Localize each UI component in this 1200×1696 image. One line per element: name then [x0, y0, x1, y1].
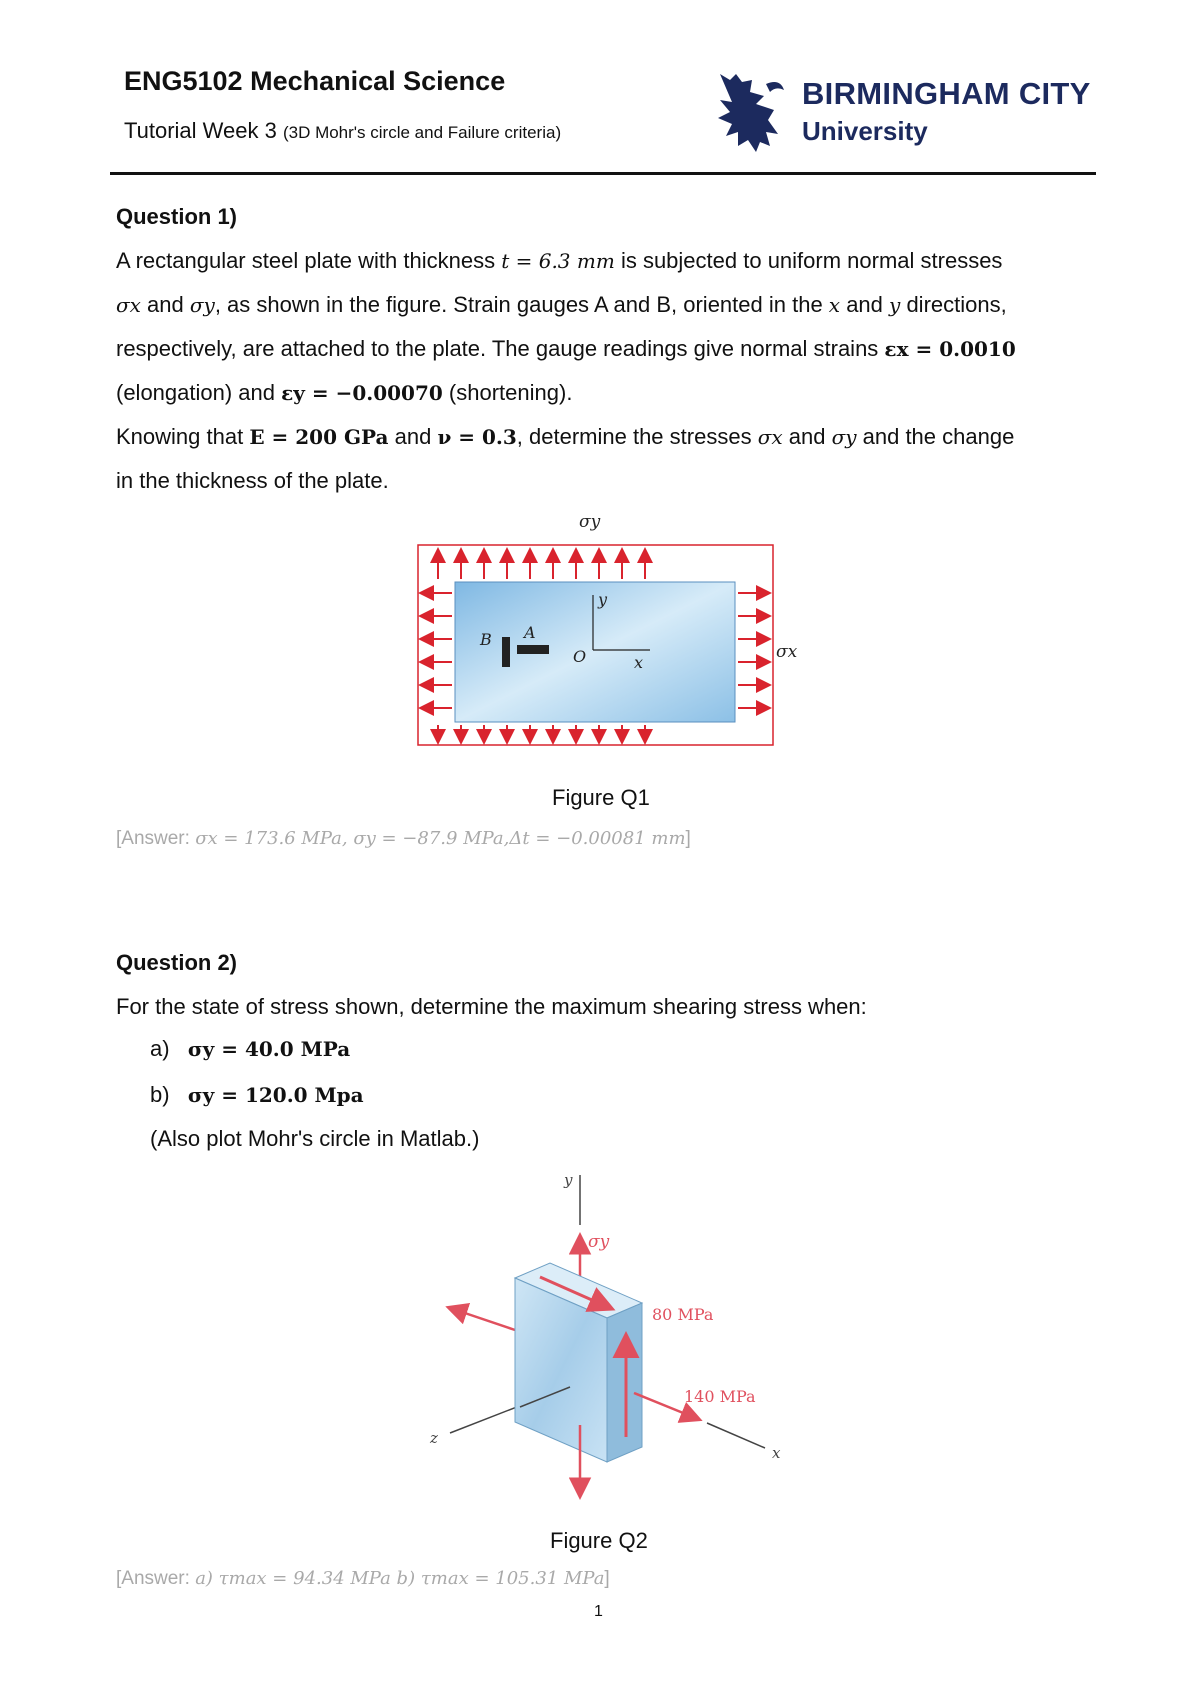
tutorial-subtitle: [124, 118, 561, 144]
label-gauge-B: B: [480, 630, 492, 649]
sigma-x-right-arrows: [738, 593, 768, 708]
figure-q1-plate-diagram: [410, 505, 800, 765]
q2-label-140mpa: 140 MPa: [684, 1387, 756, 1406]
q2-label-z: z: [430, 1429, 438, 1447]
q2-label-y: y: [564, 1171, 573, 1189]
q1-line-1: A rectangular steel plate with thickness t = 6.3 mm is subjected to uniform normal stresses: [116, 248, 1003, 273]
course-title: ENG5102 Mechanical Science: [124, 66, 506, 96]
question-2-note: (Also plot Mohr's circle in Matlab.): [150, 1126, 480, 1151]
label-sigma-y: σy: [579, 512, 601, 532]
q1-line-4: (elongation) and εy = −0.00070 (shortening).: [116, 380, 573, 405]
label-origin-O: O: [573, 647, 587, 666]
sigma-y-bottom-arrows: [438, 725, 645, 741]
strain-gauge-A: [517, 645, 549, 654]
label-gauge-A: A: [524, 623, 536, 642]
sigma-x-arrow-left: [450, 1308, 515, 1330]
q1-line-5: Knowing that E = 200 GPa and ν = 0.3, determine the stresses σx and σy and the change: [116, 424, 1015, 449]
question-1-answer: [Answer: σx = 173.6 MPa, σy = −87.9 MPa,Δt = −0.00081 mm]: [116, 828, 691, 849]
sigma-y-top-arrows: [438, 551, 645, 579]
question-1-title: Question 1): [116, 204, 238, 229]
logo-line2: University: [802, 116, 928, 146]
q2-label-80mpa: 80 MPa: [652, 1305, 714, 1324]
figure-q1-caption: Figure Q1: [552, 785, 650, 810]
steel-plate: [455, 582, 735, 722]
q2-label-x: x: [772, 1444, 781, 1462]
q1-line-3: respectively, are attached to the plate. The gauge readings give normal strains εx = 0.0010: [116, 336, 1016, 361]
label-axis-y: y: [598, 590, 608, 609]
q2-x-axis: [707, 1423, 765, 1448]
q1-line-6: in the thickness of the plate.: [116, 468, 389, 493]
question-2-intro: For the state of stress shown, determine the maximum shearing stress when:: [116, 994, 867, 1019]
logo-line1: BIRMINGHAM CITY: [802, 76, 1091, 111]
subtitle-paren: (3D Mohr's circle and Failure criteria): [282, 123, 562, 142]
lion-crest-icon: [706, 66, 796, 156]
question-2-title: Question 2): [116, 950, 238, 975]
subtitle-main: Tutorial Week 3: [124, 118, 283, 143]
question-2-answer: [Answer: a) τmax = 94.34 MPa b) τmax = 105.31 MPa]: [116, 1568, 610, 1589]
question-2-part-a: a) σy = 40.0 MPa: [150, 1036, 351, 1061]
q1-line-2: σx and σy, as shown in the figure. Strain gauges A and B, oriented in the x and y directions,: [116, 292, 1007, 317]
strain-gauge-B: [502, 637, 510, 667]
header-divider: [110, 172, 1096, 175]
figure-q2-caption: Figure Q2: [550, 1528, 648, 1553]
label-axis-x: x: [634, 653, 644, 672]
q2-label-sigma-y: σy: [588, 1232, 610, 1252]
label-sigma-x: σx: [776, 642, 798, 662]
figure-q2-stress-element: [420, 1165, 800, 1505]
page-number: 1: [594, 1603, 603, 1620]
university-logo: [706, 66, 1106, 156]
sigma-x-left-arrows: [422, 593, 452, 708]
question-2-part-b: b) σy = 120.0 Mpa: [150, 1082, 364, 1107]
question-1-text: [116, 239, 1106, 503]
